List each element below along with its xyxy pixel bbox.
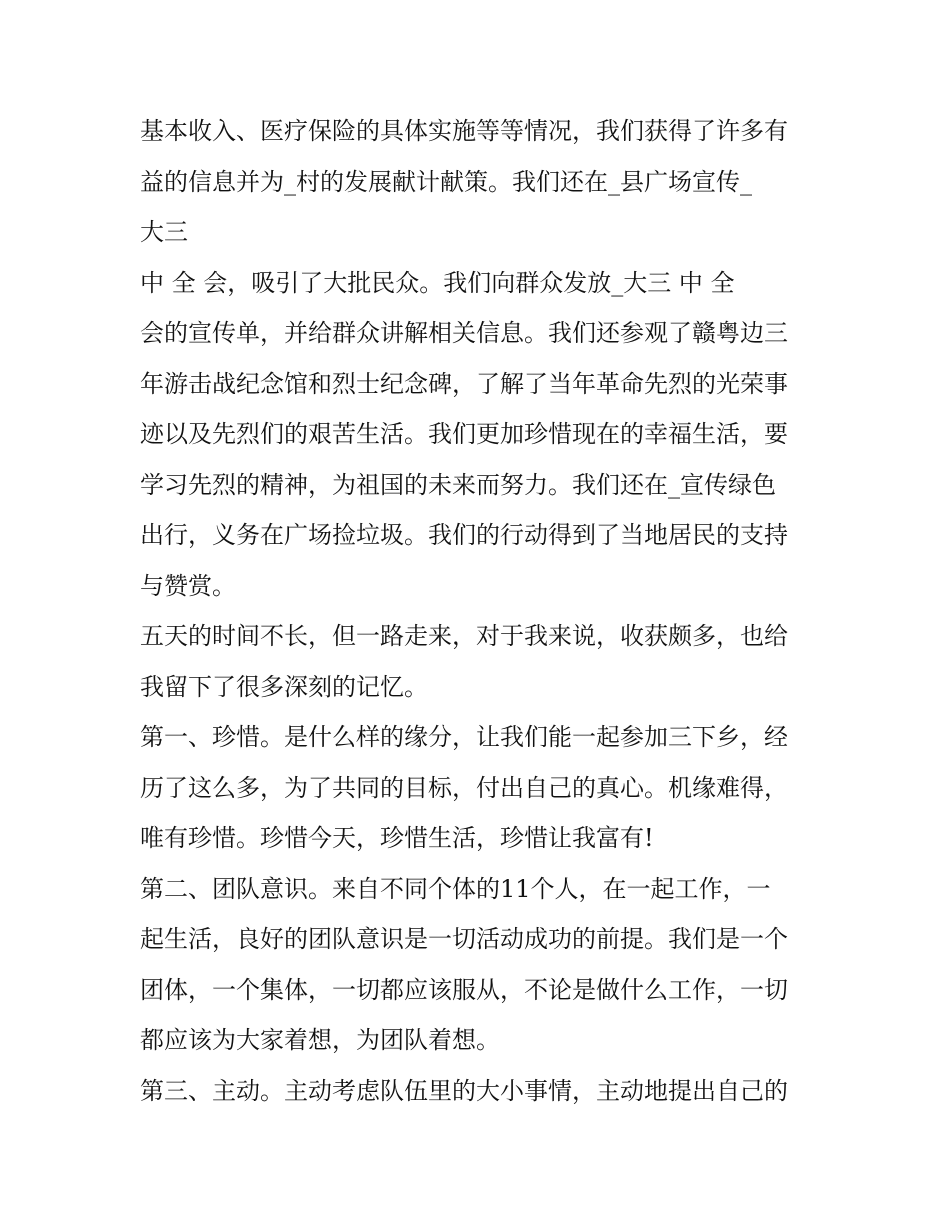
text-line: 与赞赏。 — [140, 571, 236, 600]
text-line: 第三、主动。主动考虑队伍里的大小事情，主动地提出自己的 — [140, 1076, 788, 1105]
text-line: 学习先烈的精神，为祖国的未来而努力。我们还在_宣传绿色 — [140, 470, 776, 499]
text-line: 出行，义务在广场捡垃圾。我们的行动得到了当地居民的支持 — [140, 521, 788, 549]
text-line: 唯有珍惜。珍惜今天，珍惜生活，珍惜让我富有! — [140, 824, 654, 852]
document-body — [140, 106, 820, 1116]
text-line: 大三 — [140, 218, 188, 246]
text-line: 团体，一个集体，一切都应该服从，不论是做什么工作，一切 — [140, 975, 788, 1004]
text-line: 年游击战纪念馆和烈士纪念碑，了解了当年革命先烈的光荣事 — [140, 369, 788, 398]
text-line: 中 全 会，吸引了大批民众。我们向群众发放_大三 中 全 — [140, 268, 735, 297]
text-line: 起生活，良好的团队意识是一切活动成功的前提。我们是一个 — [140, 925, 788, 953]
text-line: 会的宣传单，并给群众讲解相关信息。我们还参观了赣粤边三 — [140, 319, 788, 347]
text-line: 都应该为大家着想，为团队着想。 — [140, 1026, 500, 1054]
text-line: 第一、珍惜。是什么样的缘分，让我们能一起参加三下乡，经 — [140, 723, 788, 751]
text-line: 第二、团队意识。来自不同个体的11个人，在一起工作，一 — [140, 874, 771, 903]
text-line: 益的信息并为_村的发展献计献策。我们还在_县广场宣传_ — [140, 167, 752, 196]
text-line: 历了这么多，为了共同的目标，付出自己的真心。机缘难得， — [140, 773, 788, 802]
text-line: 五天的时间不长，但一路走来，对于我来说，收获颇多，也给 — [140, 622, 788, 650]
text-line: 迹以及先烈们的艰苦生活。我们更加珍惜现在的幸福生活，要 — [140, 420, 788, 448]
text-line: 基本收入、医疗保险的具体实施等等情况，我们获得了许多有 — [140, 117, 788, 145]
text-line: 我留下了很多深刻的记忆。 — [140, 672, 428, 701]
